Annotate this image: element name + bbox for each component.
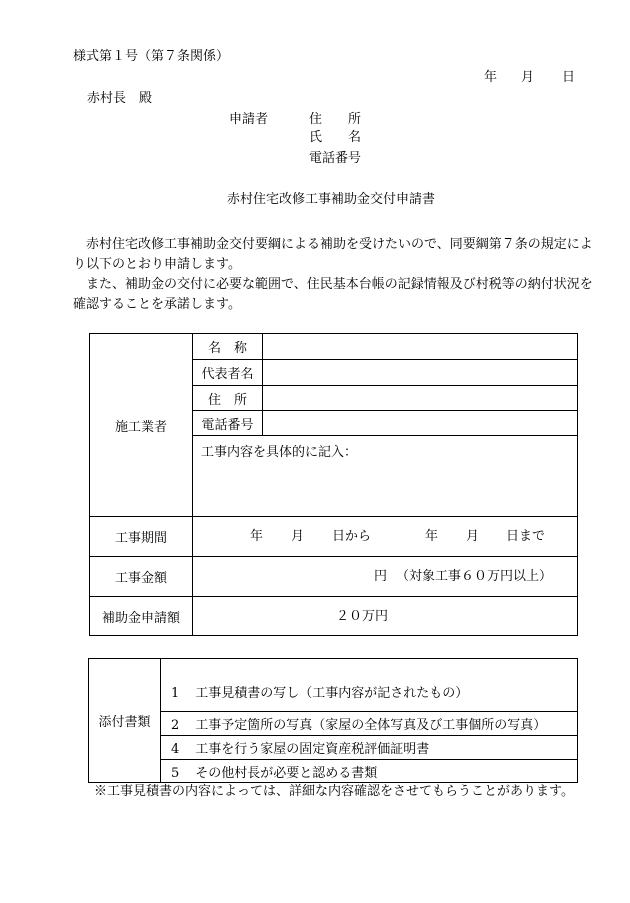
contractor-address-label: 住 所 <box>193 386 263 411</box>
attachment-text: その他村長が必要と認める書類 <box>195 765 378 781</box>
date-month: 月 <box>521 70 535 85</box>
applicant-name-label: 氏 名 <box>309 130 362 145</box>
cost-unit: 円 <box>374 569 388 584</box>
period-label: 工事期間 <box>90 517 193 557</box>
subsidy-value: ２０万円 <box>336 609 389 624</box>
work-description-field[interactable] <box>193 436 578 517</box>
attachment-num: 2 <box>171 718 180 733</box>
page-title: 赤村住宅改修工事補助金交付申請書 <box>227 192 436 207</box>
date-year: 年 <box>484 70 498 85</box>
applicant-address-label: 住 所 <box>309 112 362 127</box>
contractor-name-label: 名 称 <box>193 334 263 360</box>
footnote: ※工事見積書の内容によっては、詳細な内容確認をさせてもらうことがあります。 <box>94 784 574 799</box>
contractor-address-field[interactable] <box>263 386 578 411</box>
attachment-text: 工事予定箇所の写真（家屋の全体写真及び工事個所の写真） <box>195 718 547 733</box>
contractor-rep-field[interactable] <box>263 360 578 386</box>
attachment-num: 1 <box>171 686 180 701</box>
attachment-item <box>161 659 578 712</box>
form-number: 様式第１号（第７条関係） <box>73 49 230 64</box>
subsidy-label: 補助金申請額 <box>90 597 193 636</box>
application-table <box>89 333 578 636</box>
cost-label: 工事金額 <box>90 557 193 597</box>
period-from-year: 年 <box>250 529 264 544</box>
body-text <box>73 235 593 315</box>
contractor-phone-label: 電話番号 <box>193 411 263 436</box>
attachment-item <box>161 736 578 760</box>
cost-note: （対象工事６０万円以上） <box>396 569 553 584</box>
attachment-num: 5 <box>171 765 180 781</box>
body-paragraph-1: 赤村住宅改修工事補助金交付要綱による補助を受けたいので、同要綱第７条の規定により以下のとおり申請します。 <box>73 237 593 272</box>
attachment-text: 工事見積書の写し（工事内容が記されたもの） <box>195 686 469 701</box>
subsidy-field <box>193 597 578 636</box>
period-field[interactable] <box>193 517 578 557</box>
attachments-label: 添付書類 <box>89 659 161 783</box>
attachment-num: 4 <box>171 742 180 757</box>
period-from-month: 月 <box>291 529 305 544</box>
body-paragraph-2: また、補助金の交付に必要な範囲で、住民基本台帳の記録情報及び村税等の納付状況を確認することを承諾します。 <box>73 277 593 312</box>
attachments-table <box>88 658 578 783</box>
period-to-year: 年 <box>425 529 439 544</box>
period-to-day: 日まで <box>506 529 546 544</box>
attachment-item <box>161 760 578 783</box>
period-to-month: 月 <box>466 529 480 544</box>
contractor-name-field[interactable] <box>263 334 578 360</box>
work-description-label: 工事内容を具体的に記入： <box>201 445 358 460</box>
contractor-rep-label: 代表者名 <box>193 360 263 386</box>
period-from-day: 日から <box>332 529 372 544</box>
contractor-label: 施工業者 <box>90 334 193 517</box>
addressee: 赤村長 殿 <box>87 91 153 106</box>
applicant-phone-label: 電話番号 <box>309 151 362 166</box>
contractor-phone-field[interactable] <box>263 411 578 436</box>
applicant-label: 申請者 <box>229 112 269 127</box>
cost-field[interactable] <box>193 557 578 597</box>
date-day: 日 <box>562 70 576 85</box>
attachment-item <box>161 712 578 736</box>
attachment-text: 工事を行う家屋の固定資産税評価証明書 <box>195 742 430 757</box>
